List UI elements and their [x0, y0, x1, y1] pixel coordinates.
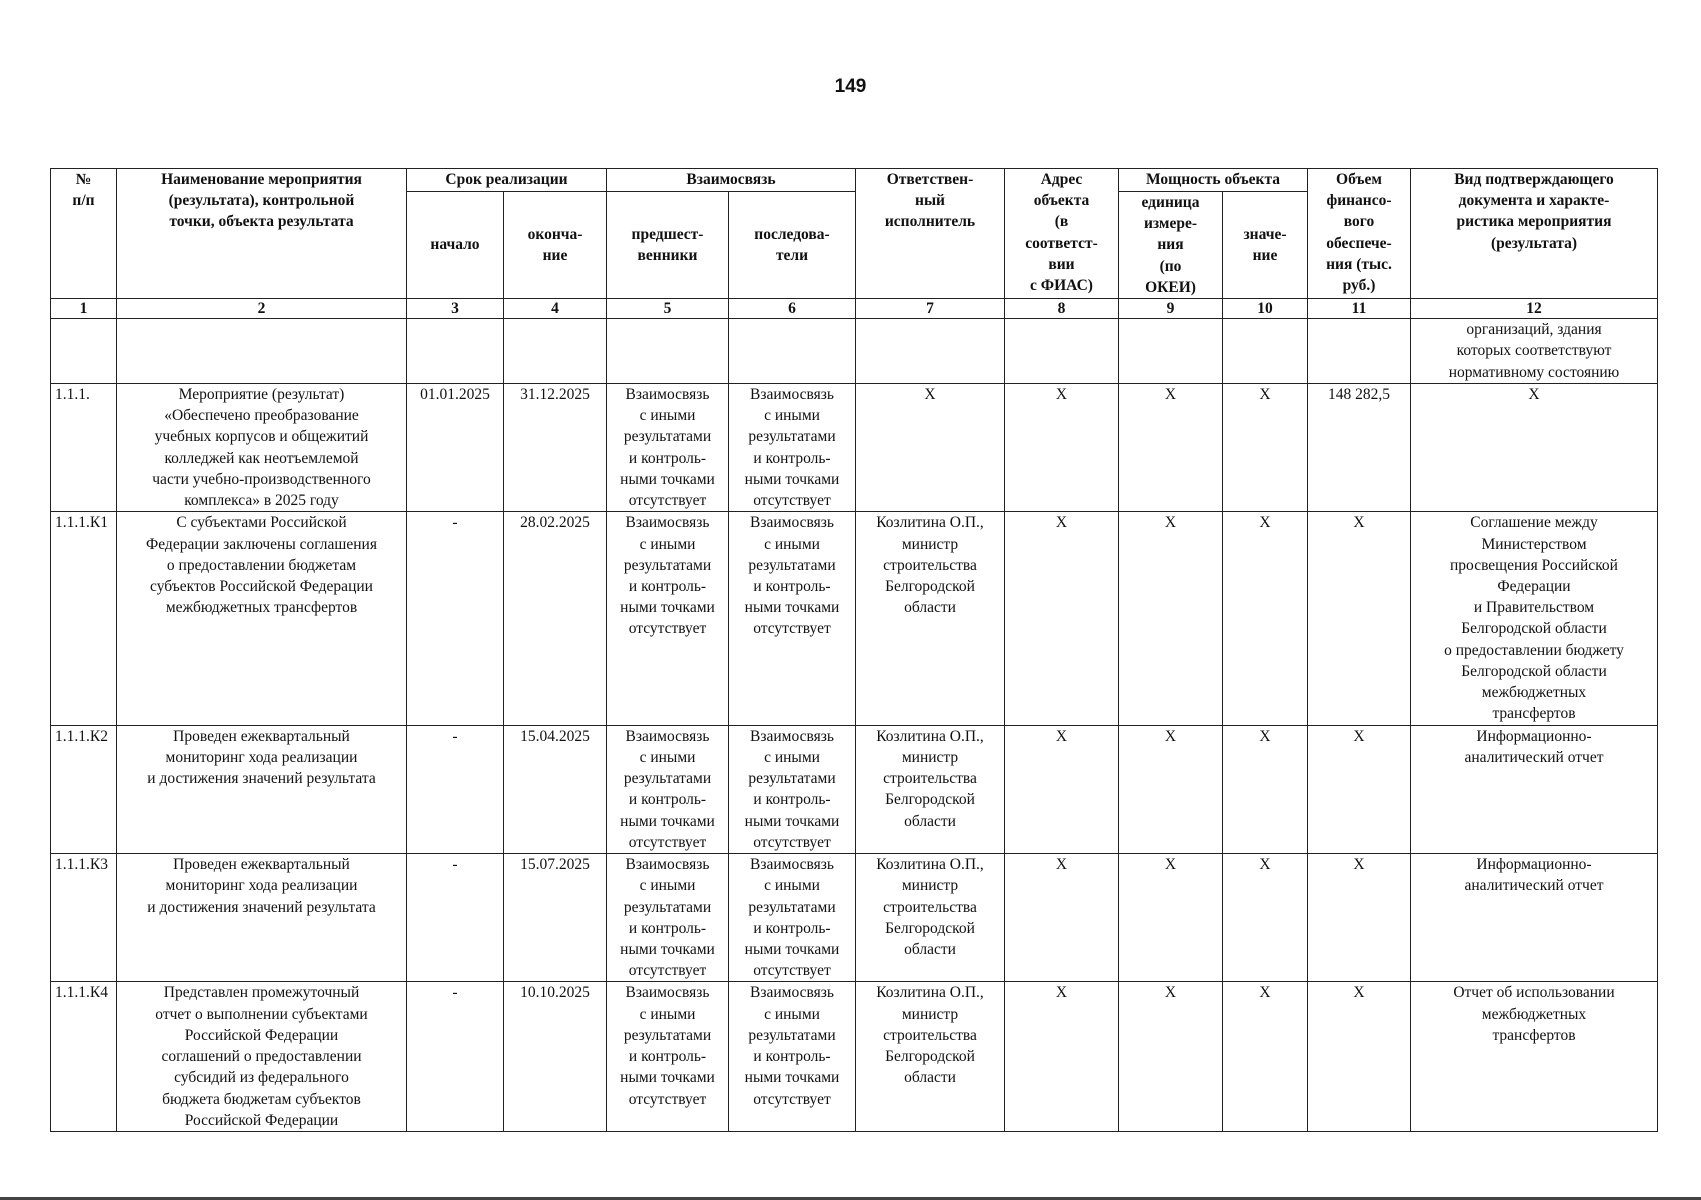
cell-num: 1.1.1.К1 — [51, 512, 117, 725]
column-number: 4 — [504, 299, 607, 319]
cell-address: Х — [1005, 982, 1119, 1132]
column-number: 9 — [1119, 299, 1223, 319]
cell-name: Проведен ежеквартальный мониторинг хода реализации и достижения значений результата — [117, 854, 407, 982]
table-row — [51, 982, 1658, 1132]
cell-successors: Взаимосвязь с иными результатами и контроль- ными точками отсутствует — [729, 383, 856, 511]
cell-num: 1.1.1.К2 — [51, 725, 117, 853]
cell-value: Х — [1223, 383, 1308, 511]
header-num: № п/п — [51, 169, 117, 299]
cell-unit: Х — [1119, 725, 1223, 853]
cell-predecessors: Взаимосвязь с иными результатами и контроль- ными точками отсутствует — [607, 854, 729, 982]
cell-address: Х — [1005, 854, 1119, 982]
header-name: Наименование мероприятия (результата), контрольной точки, объекта результата — [117, 169, 407, 299]
cell-start: 01.01.2025 — [407, 383, 504, 511]
table-row — [51, 512, 1658, 725]
cell-value: Х — [1223, 725, 1308, 853]
cell-start: - — [407, 725, 504, 853]
cell-end: 15.07.2025 — [504, 854, 607, 982]
cell-predecessors: Взаимосвязь с иными результатами и контроль- ными точками отсутствует — [607, 982, 729, 1132]
cell-responsible: Козлитина О.П., министр строительства Белгородской области — [856, 725, 1005, 853]
cell-name: Проведен ежеквартальный мониторинг хода реализации и достижения значений результата — [117, 725, 407, 853]
cell-financing: 148 282,5 — [1308, 383, 1411, 511]
cell-responsible: Х — [856, 383, 1005, 511]
cell-end: 10.10.2025 — [504, 982, 607, 1132]
cell-name: Представлен промежуточный отчет о выполнении субъектами Российской Федерации соглашений о предоставлении субсидий из федерального бюджета бюджетам субъектов Российской Федерации — [117, 982, 407, 1132]
header-link-group: Взаимосвязь — [607, 169, 856, 192]
cell-num: 1.1.1. — [51, 383, 117, 511]
header-start: начало — [407, 192, 504, 299]
cell-address: Х — [1005, 383, 1119, 511]
cell-financing: Х — [1308, 982, 1411, 1132]
cell-document: Отчет об использовании межбюджетных трансфертов — [1411, 982, 1658, 1132]
cell-financing: Х — [1308, 725, 1411, 853]
cell-name — [117, 319, 407, 384]
events-table — [50, 168, 1658, 1132]
cell-document: Информационно- аналитический отчет — [1411, 854, 1658, 982]
cell-start: - — [407, 982, 504, 1132]
cell-address: Х — [1005, 512, 1119, 725]
column-number: 5 — [607, 299, 729, 319]
cell-financing — [1308, 319, 1411, 384]
cell-start: - — [407, 854, 504, 982]
cell-end: 28.02.2025 — [504, 512, 607, 725]
column-number: 6 — [729, 299, 856, 319]
cell-num: 1.1.1.К3 — [51, 854, 117, 982]
column-number: 2 — [117, 299, 407, 319]
column-number: 3 — [407, 299, 504, 319]
cell-document: Соглашение между Министерством просвещения Российской Федерации и Правительством Белгородской области о предоставлении бюджету Белгородской области межбюджетных трансфертов — [1411, 512, 1658, 725]
cell-end — [504, 319, 607, 384]
cell-successors — [729, 319, 856, 384]
cell-document: организаций, здания которых соответствуют нормативному состоянию — [1411, 319, 1658, 384]
header-document: Вид подтверждающего документа и характе- ристика мероприятия (результата) — [1411, 169, 1658, 299]
header-end: оконча- ние — [504, 192, 607, 299]
table-row — [51, 319, 1658, 384]
cell-successors: Взаимосвязь с иными результатами и контроль- ными точками отсутствует — [729, 854, 856, 982]
cell-name: С субъектами Российской Федерации заключены соглашения о предоставлении бюджетам субъектов Российской Федерации межбюджетных трансфертов — [117, 512, 407, 725]
header-predecessors: предшест- венники — [607, 192, 729, 299]
cell-num — [51, 319, 117, 384]
table-row — [51, 725, 1658, 853]
header-financing: Объем финансо- вого обеспече- ния (тыс. руб.) — [1308, 169, 1411, 299]
cell-address — [1005, 319, 1119, 384]
cell-end: 31.12.2025 — [504, 383, 607, 511]
cell-financing: Х — [1308, 854, 1411, 982]
column-number: 12 — [1411, 299, 1658, 319]
cell-financing: Х — [1308, 512, 1411, 725]
cell-address: Х — [1005, 725, 1119, 853]
cell-responsible: Козлитина О.П., министр строительства Белгородской области — [856, 512, 1005, 725]
header-address: Адрес объекта (в соответст- вии с ФИАС) — [1005, 169, 1119, 299]
cell-value: Х — [1223, 982, 1308, 1132]
header-responsible: Ответствен- ный исполнитель — [856, 169, 1005, 299]
cell-predecessors: Взаимосвязь с иными результатами и контроль- ными точками отсутствует — [607, 512, 729, 725]
cell-unit — [1119, 319, 1223, 384]
cell-unit: Х — [1119, 854, 1223, 982]
cell-predecessors: Взаимосвязь с иными результатами и контроль- ными точками отсутствует — [607, 725, 729, 853]
cell-end: 15.04.2025 — [504, 725, 607, 853]
cell-value: Х — [1223, 512, 1308, 725]
header-value: значе- ние — [1223, 192, 1308, 299]
column-number: 7 — [856, 299, 1005, 319]
cell-value — [1223, 319, 1308, 384]
table-row — [51, 854, 1658, 982]
cell-successors: Взаимосвязь с иными результатами и контроль- ными точками отсутствует — [729, 982, 856, 1132]
column-number: 10 — [1223, 299, 1308, 319]
cell-unit: Х — [1119, 383, 1223, 511]
column-number: 1 — [51, 299, 117, 319]
column-number: 8 — [1005, 299, 1119, 319]
header-term-group: Срок реализации — [407, 169, 607, 192]
column-number: 11 — [1308, 299, 1411, 319]
cell-start — [407, 319, 504, 384]
header-successors: последова- тели — [729, 192, 856, 299]
header-unit: единица измере- ния (по ОКЕИ) — [1119, 192, 1223, 299]
cell-successors: Взаимосвязь с иными результатами и контроль- ными точками отсутствует — [729, 512, 856, 725]
cell-document: Х — [1411, 383, 1658, 511]
cell-unit: Х — [1119, 982, 1223, 1132]
table-row — [51, 383, 1658, 511]
cell-predecessors: Взаимосвязь с иными результатами и контроль- ными точками отсутствует — [607, 383, 729, 511]
cell-responsible: Козлитина О.П., министр строительства Белгородской области — [856, 982, 1005, 1132]
cell-unit: Х — [1119, 512, 1223, 725]
cell-document: Информационно- аналитический отчет — [1411, 725, 1658, 853]
cell-value: Х — [1223, 854, 1308, 982]
cell-predecessors — [607, 319, 729, 384]
cell-start: - — [407, 512, 504, 725]
cell-name: Мероприятие (результат) «Обеспечено преобразование учебных корпусов и общежитий колледжей как неотъемлемой части учебно-производственного комплекса» в 2025 году — [117, 383, 407, 511]
cell-responsible — [856, 319, 1005, 384]
cell-responsible: Козлитина О.П., министр строительства Белгородской области — [856, 854, 1005, 982]
page-number: 149 — [834, 76, 867, 97]
cell-num: 1.1.1.К4 — [51, 982, 117, 1132]
cell-successors: Взаимосвязь с иными результатами и контроль- ными точками отсутствует — [729, 725, 856, 853]
header-capacity-group: Мощность объекта — [1119, 169, 1308, 192]
